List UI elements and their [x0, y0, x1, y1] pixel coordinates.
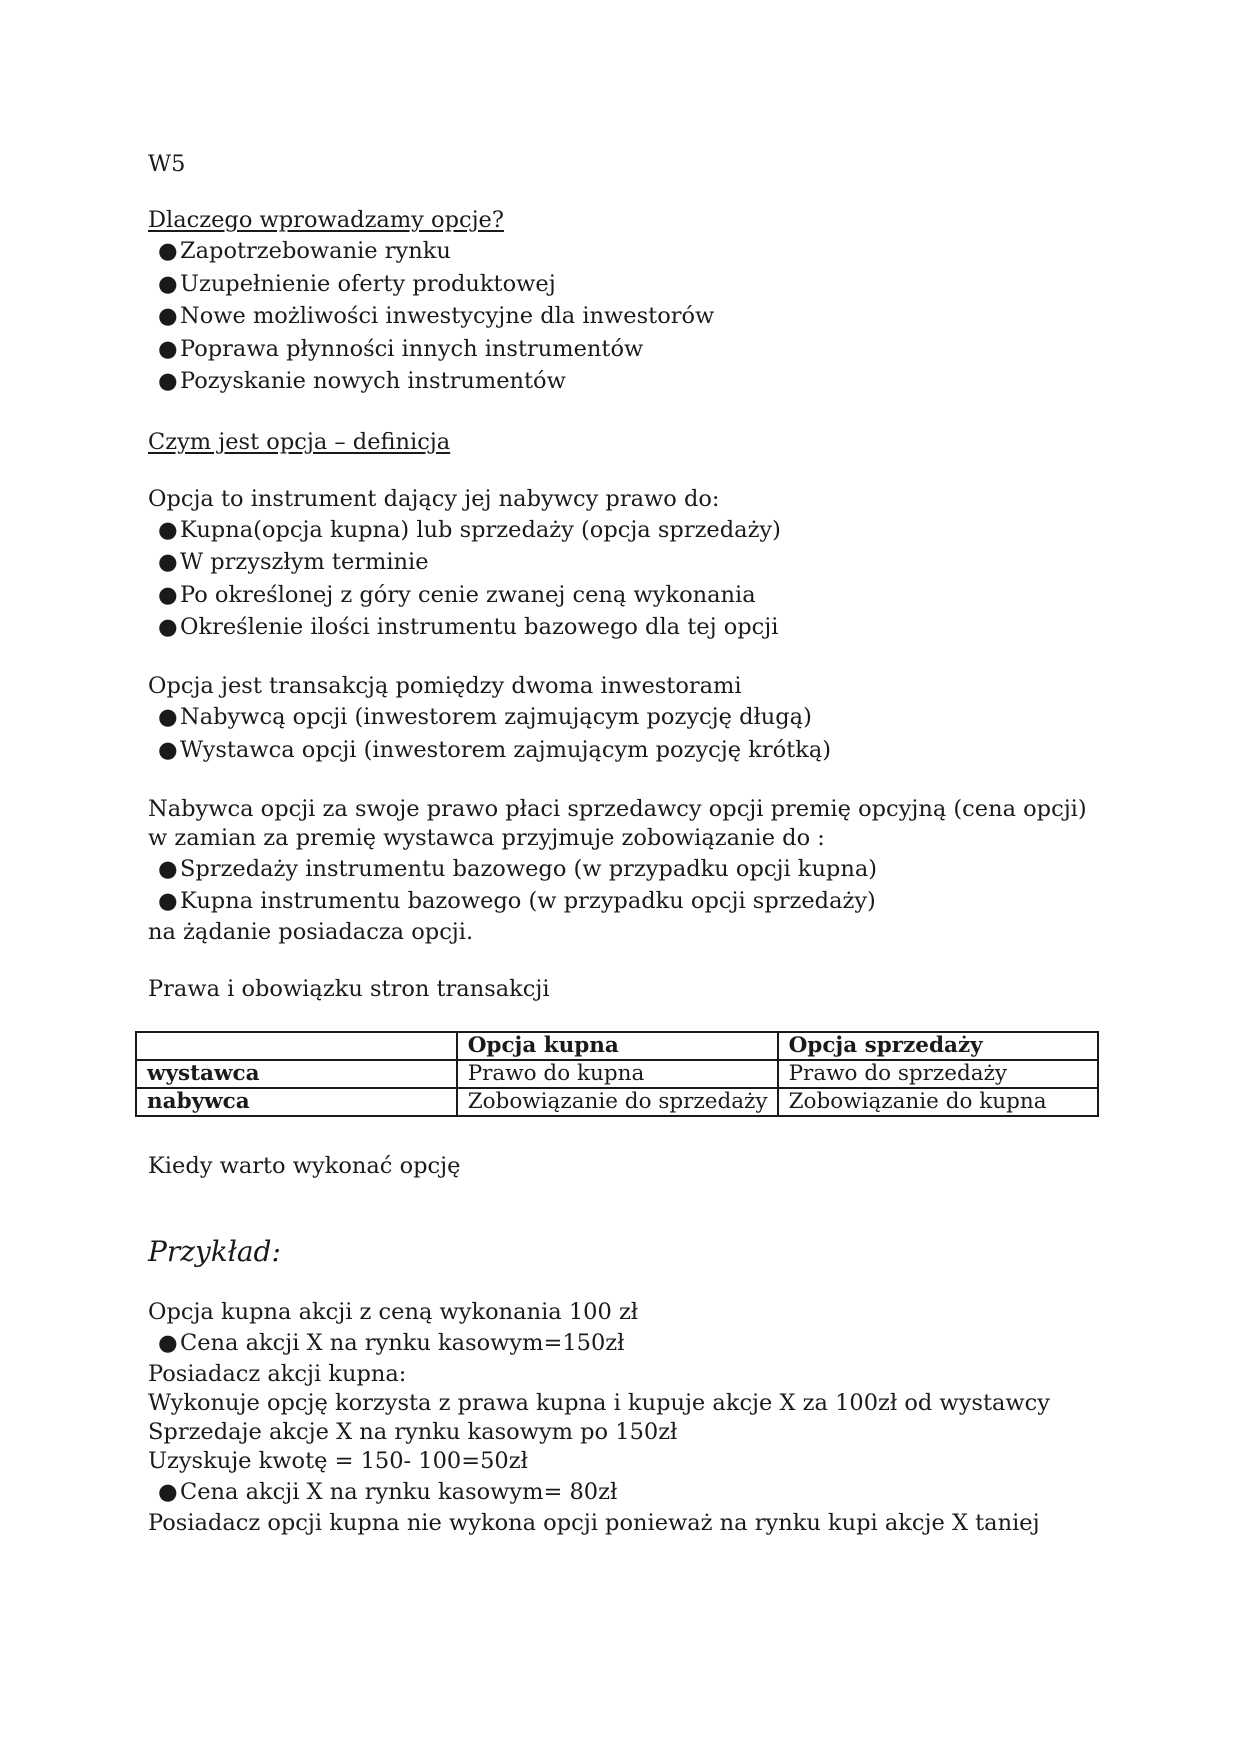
example-line-4: Sprzedaje akcje X na rynku kasowym po 150zł: [148, 1419, 678, 1445]
bullet-icon: ●: [158, 614, 178, 640]
table-cell: Prawo do kupna: [457, 1060, 778, 1088]
section-heading-why-options: Dlaczego wprowadzamy opcje?: [148, 207, 504, 233]
table-cell: Zobowiązanie do sprzedaży: [457, 1088, 778, 1116]
bullet-icon: ●: [158, 303, 178, 329]
bullet-icon: ●: [158, 368, 178, 394]
section-heading-definition: Czym jest opcja – definicja: [148, 429, 451, 455]
rights-table: [135, 1031, 1099, 1117]
transaction-intro: Opcja jest transakcją pomiędzy dwoma inwestorami: [148, 673, 742, 699]
example-line-2: Posiadacz akcji kupna:: [148, 1361, 407, 1387]
example-line-6: Posiadacz opcji kupna nie wykona opcji ponieważ na rynku kupi akcje X taniej: [148, 1510, 1040, 1536]
table-cell: Zobowiązanie do kupna: [778, 1088, 1098, 1116]
document-page: W5 Dlaczego wprowadzamy opcje? ● Zapotrzebowanie rynku ● Uzupełnienie oferty produktowej ● Nowe możliwości inwestycyjne dla inwestorów ● Poprawa płynności innych instrumentów ● Pozyskanie nowych instrumentów Czym jest opcja – definicja Opcja to instrument dający jej nabywcy prawo do: ● Kupna(opcja kupna) lub sprzedaży (opcja sprzedaży) ● W przyszłym terminie ● Po określonej z góry cenie zwanej ceną wykonania ● Określenie ilości instrumentu bazowego dla tej opcji Opcja jest transakcją pomiędzy dwoma inwestorami ● Nabywcą opcji (inwestorem zajmującym pozycję długą) ● Wystawca opcji (inwestorem zajmującym pozycję krótką) Nabywca opcji za swoje prawo płaci sprzedawcy opcji premię opcyjną (cena opcji) w zamian za premię wystawca przyjmuje zobowiązanie do : ● Sprzedaży instrumentu bazowego (w przypadku opcji kupna) ● Kupna instrumentu bazowego (w przypadku opcji sprzedaży) na żądanie posiadacza opcji. Prawa i obowiązku stron transakcji Opcja kupna Opcja sprzedaży wystawca Prawo do kupna Prawo do sprzedaży nabywca Zobowiązanie do sprzedaży Zobowiązanie do kupna Kiedy warto wykonać opcję Przykład: Opcja kupna akcji z ceną wykonania 100 zł ● Cena akcji X na rynku kasowym=150zł Posiadacz akcji kupna: Wykonuje opcję korzysta z prawa kupna i kupuje akcje X za 100zł od wystawcy Sprzedaje akcje X na rynku kasowym po 150zł Uzyskuje kwotę = 150- 100=50zł ● Cena akcji X na rynku kasowym= 80zł Posiadacz opcji kupna nie wykona opcji ponieważ na rynku kupi akcje X taniej: [0, 0, 1240, 1754]
example-line-5: Uzyskuje kwotę = 150- 100=50zł: [148, 1448, 528, 1474]
bullet-icon: ●: [158, 517, 178, 543]
premium-line-1: Nabywca opcji za swoje prawo płaci sprzedawcy opcji premię opcyjną (cena opcji): [148, 796, 1087, 822]
document-code: W5: [148, 151, 186, 177]
bullet-icon: ●: [158, 336, 178, 362]
example-line-1: Opcja kupna akcji z ceną wykonania 100 zł: [148, 1299, 639, 1325]
table-caption: Prawa i obowiązku stron transakcji: [148, 976, 550, 1002]
table-row: [136, 1088, 1098, 1116]
table-header-cell: [136, 1032, 457, 1060]
bullet-icon: ●: [158, 737, 178, 763]
table-cell: nabywca: [136, 1088, 457, 1116]
table-header-cell: Opcja kupna: [457, 1032, 778, 1060]
bullet-icon: ●: [158, 238, 178, 264]
example-heading: Przykład:: [148, 1235, 281, 1268]
table-cell: wystawca: [136, 1060, 457, 1088]
when-exercise-text: Kiedy warto wykonać opcję: [148, 1153, 461, 1179]
premium-closing: na żądanie posiadacza opcji.: [148, 919, 474, 945]
bullet-icon: ●: [158, 856, 178, 882]
table-row: [136, 1060, 1098, 1088]
definition-intro: Opcja to instrument dający jej nabywcy prawo do:: [148, 486, 720, 512]
table-cell: Prawo do sprzedaży: [778, 1060, 1098, 1088]
bullet-icon: ●: [158, 582, 178, 608]
premium-line-2: w zamian za premię wystawca przyjmuje zobowiązanie do :: [148, 825, 825, 851]
bullet-icon: ●: [158, 271, 178, 297]
bullet-icon: ●: [158, 1479, 178, 1505]
bullet-icon: ●: [158, 1330, 178, 1356]
bullet-icon: ●: [158, 888, 178, 914]
table-header-row: [136, 1032, 1098, 1060]
example-line-3: Wykonuje opcję korzysta z prawa kupna i kupuje akcje X za 100zł od wystawcy: [148, 1390, 1050, 1416]
table-header-cell: Opcja sprzedaży: [778, 1032, 1098, 1060]
bullet-icon: ●: [158, 549, 178, 575]
bullet-icon: ●: [158, 704, 178, 730]
